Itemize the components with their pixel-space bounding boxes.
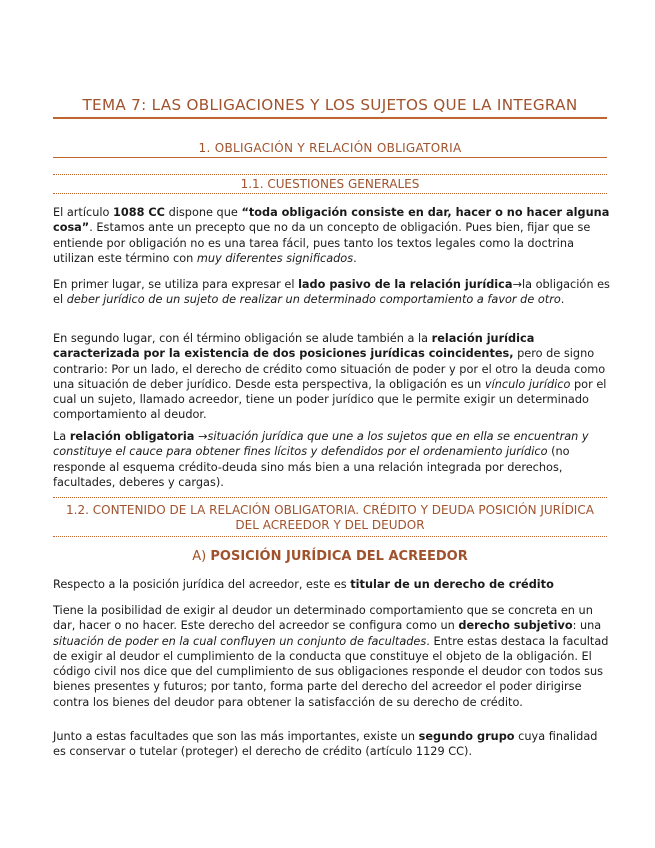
document-title: TEMA 7: LAS OBLIGACIONES Y LOS SUJETOS QUE LA INTEGRAN [82,96,578,114]
paragraph-7: Junto a estas facultades que son las más importantes, existe un segundo grupo cuya finalidad es conservar o tutelar (proteger) el derecho de crédito (artículo 1129 CC). [53,730,598,759]
section-heading-1-1: 1.1. CUESTIONES GENERALES [240,177,420,191]
paragraph-5: Respecto a la posición jurídica del acreedor, este es titular de un derecho de crédito [53,578,554,591]
dotted-rule-bottom-2 [53,536,607,537]
dotted-rule-top-2 [53,497,607,498]
dotted-rule-bottom [53,193,607,194]
subsection-heading-a: A) POSICIÓN JURÍDICA DEL ACREEDOR [192,549,468,564]
paragraph-4: La relación obligatoria →situación jurídica que une a los sujetos que en ella se encuentran y constituye el cauce para obtener fines lícitos y defendidos por el ordenamiento jurídico (no responde al esquema crédito-deuda sino más bien a una relación integrada por derechos, facultades, deberes y cargas). [53,430,589,489]
paragraph-3: En segundo lugar, con él término obligación se alude también a la relación jurídica caracterizada por la existencia de dos posiciones jurídicas coincidentes, pero de signo contrario: Por un lado, el derecho de crédito como situación de poder y por el otro la deuda como una situación de deber jurídico. Desde esta perspectiva, la obligación es un vínculo jurídico por el cual un sujeto, llamado acreedor, tiene un poder jurídico que le permite exigir un determinado comportamiento al deudor. [53,332,607,422]
section-heading-1: 1. OBLIGACIÓN Y RELACIÓN OBLIGATORIA [198,141,462,155]
dotted-rule-top [53,174,607,175]
paragraph-1: El artículo 1088 CC dispone que “toda obligación consiste en dar, hacer o no hacer alguna cosa”. Estamos ante un precepto que no da un concepto de obligación. Pues bien, fijar que se entiende por obligación no es una tarea fácil, pues tanto los textos legales como la doctrina utilizan este término con muy diferentes significados. [53,206,610,265]
section-rule [53,157,607,158]
section-heading-1-2: 1.2. CONTENIDO DE LA RELACIÓN OBLIGATORIA. CRÉDITO Y DEUDA POSICIÓN JURÍDICA DEL ACREEDOR Y DEL DEUDOR [66,503,594,532]
paragraph-2: En primer lugar, se utiliza para expresar el lado pasivo de la relación jurídica→la obligación es el deber jurídico de un sujeto de realizar un determinado comportamiento a favor de otro. [53,278,610,307]
paragraph-6: Tiene la posibilidad de exigir al deudor un determinado comportamiento que se concreta en un dar, hacer o no hacer. Este derecho del acreedor se configura como un derecho subjetivo: una situación de poder en la cual confluyen un conjunto de facultades. Entre estas destaca la facultad de exigir al deudor el cumplimiento de la conducta que constituye el objeto de la obligación. El código civil nos dice que del cumplimiento de sus obligaciones responde el deudor con todos sus bienes presentes y futuros; por tanto, forma parte del derecho del acreedor el poder dirigirse contra los bienes del deudor para obtener la satisfacción de su derecho de crédito. [53,604,609,709]
title-rule [53,117,607,119]
